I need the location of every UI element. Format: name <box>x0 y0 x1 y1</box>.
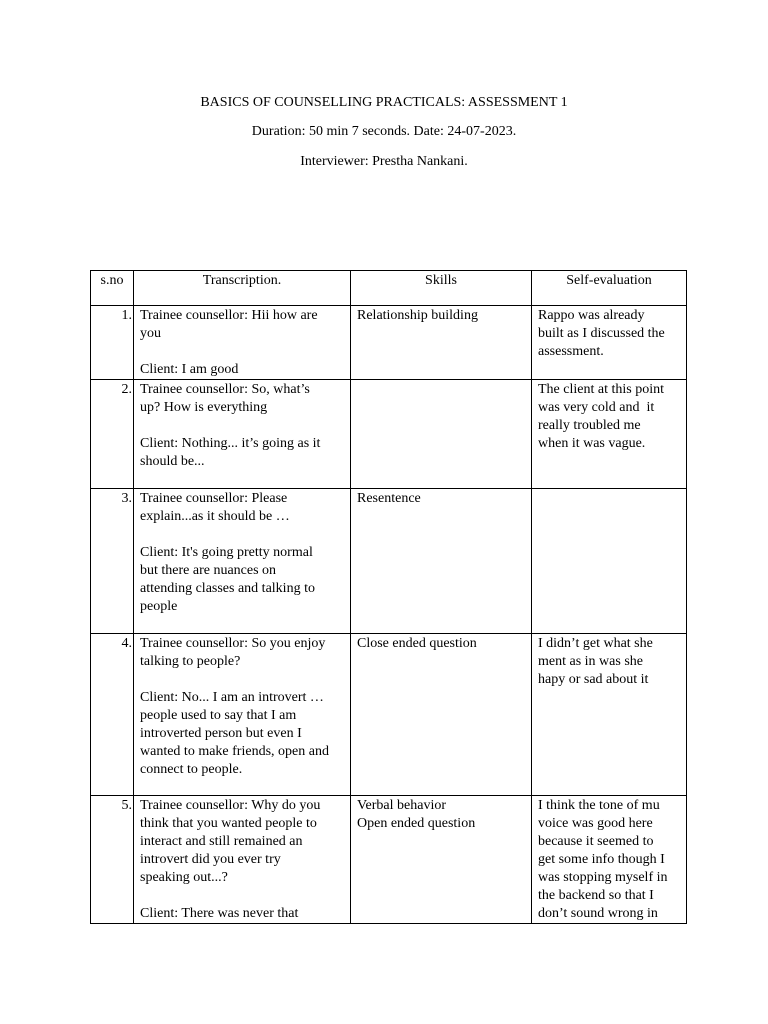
trainee-line: think that you wanted people to <box>140 816 317 831</box>
evaluation-line: Rappo was already <box>538 308 645 323</box>
evaluation-line: because it seemed to <box>538 834 654 849</box>
evaluation-line: the backend so that I <box>538 888 654 903</box>
skills-cell <box>351 306 532 380</box>
line-gap <box>140 343 344 361</box>
skills-cell <box>351 634 532 796</box>
evaluation-line: really troubled me <box>538 418 641 433</box>
client-line: people used to say that I am <box>140 708 297 723</box>
header-self-evaluation: Self-evaluation <box>532 271 687 306</box>
line-gap <box>140 417 344 435</box>
table-row <box>91 380 687 489</box>
table-row <box>91 634 687 796</box>
client-line: Client: No... I am an introvert … <box>140 690 324 705</box>
evaluation-line: I think the tone of mu <box>538 798 660 813</box>
trainee-line: up? How is everything <box>140 400 268 415</box>
evaluation-cell <box>532 489 687 634</box>
trainee-line: introvert did you ever try <box>140 852 281 867</box>
skills-cell <box>351 489 532 634</box>
evaluation-line: hapy or sad about it <box>538 672 649 687</box>
transcription-cell <box>134 306 351 380</box>
transcript-table <box>90 270 687 924</box>
evaluation-line: The client at this point <box>538 382 664 397</box>
row-number: 3. <box>91 489 134 634</box>
evaluation-cell <box>532 634 687 796</box>
client-line: attending classes and talking to <box>140 581 315 596</box>
transcription-cell <box>134 796 351 924</box>
transcription-cell <box>134 489 351 634</box>
table-row <box>91 796 687 924</box>
trainee-line: explain...as it should be … <box>140 509 290 524</box>
trainee-line: talking to people? <box>140 654 241 669</box>
trainee-line: Trainee counsellor: Hii how are <box>140 308 318 323</box>
transcription-cell <box>134 380 351 489</box>
document-title: BASICS OF COUNSELLING PRACTICALS: ASSESSMENT 1 <box>200 95 568 110</box>
client-line: Client: There was never that <box>140 906 299 921</box>
trainee-line: Trainee counsellor: So you enjoy <box>140 636 326 651</box>
evaluation-line: get some info though I <box>538 852 665 867</box>
skill-line: Resentence <box>357 491 421 506</box>
trainee-line: you <box>140 326 161 341</box>
evaluation-line: ment as in was she <box>538 654 643 669</box>
row-number: 1. <box>91 306 134 380</box>
evaluation-cell <box>532 306 687 380</box>
table-row <box>91 489 687 634</box>
trainee-line: Trainee counsellor: Why do you <box>140 798 321 813</box>
client-line: wanted to make friends, open and <box>140 744 329 759</box>
row-number: 2. <box>91 380 134 489</box>
row-number: 5. <box>91 796 134 924</box>
client-line: people <box>140 599 178 614</box>
header-sno: s.no <box>91 271 134 306</box>
line-gap <box>140 887 344 905</box>
line-gap <box>140 671 344 689</box>
client-line: should be... <box>140 454 205 469</box>
client-line: Client: I am good <box>140 362 239 377</box>
line-gap <box>140 526 344 544</box>
skill-line: Open ended question <box>357 816 476 831</box>
client-line: but there are nuances on <box>140 563 277 578</box>
header-skills: Skills <box>351 271 532 306</box>
evaluation-line: voice was good here <box>538 816 653 831</box>
trainee-line: Trainee counsellor: Please <box>140 491 288 506</box>
row-number: 4. <box>91 634 134 796</box>
skill-line: Close ended question <box>357 636 477 651</box>
trainee-line: speaking out...? <box>140 870 228 885</box>
trainee-line: interact and still remained an <box>140 834 303 849</box>
skills-cell <box>351 796 532 924</box>
evaluation-line: was very cold and it <box>538 400 655 415</box>
evaluation-line: was stopping myself in <box>538 870 668 885</box>
skill-line: Relationship building <box>357 308 478 323</box>
header-transcription: Transcription. <box>134 271 351 306</box>
table-row <box>91 306 687 380</box>
table-header-row <box>91 271 687 306</box>
duration-date-line: Duration: 50 min 7 seconds. Date: 24-07-2023. <box>251 124 517 139</box>
evaluation-line: when it was vague. <box>538 436 646 451</box>
evaluation-line: built as I discussed the <box>538 326 665 341</box>
evaluation-cell <box>532 380 687 489</box>
skills-cell <box>351 380 532 489</box>
client-line: Client: Nothing... it’s going as it <box>140 436 321 451</box>
evaluation-line: I didn’t get what she <box>538 636 653 651</box>
interviewer-line: Interviewer: Prestha Nankani. <box>300 154 468 169</box>
client-line: Client: It's going pretty normal <box>140 545 313 560</box>
skill-line: Verbal behavior <box>357 798 447 813</box>
client-line: connect to people. <box>140 762 243 777</box>
evaluation-line: assessment. <box>538 344 604 359</box>
transcription-cell <box>134 634 351 796</box>
client-line: introverted person but even I <box>140 726 302 741</box>
evaluation-line: don’t sound wrong in <box>538 906 658 921</box>
evaluation-cell <box>532 796 687 924</box>
trainee-line: Trainee counsellor: So, what’s <box>140 382 310 397</box>
